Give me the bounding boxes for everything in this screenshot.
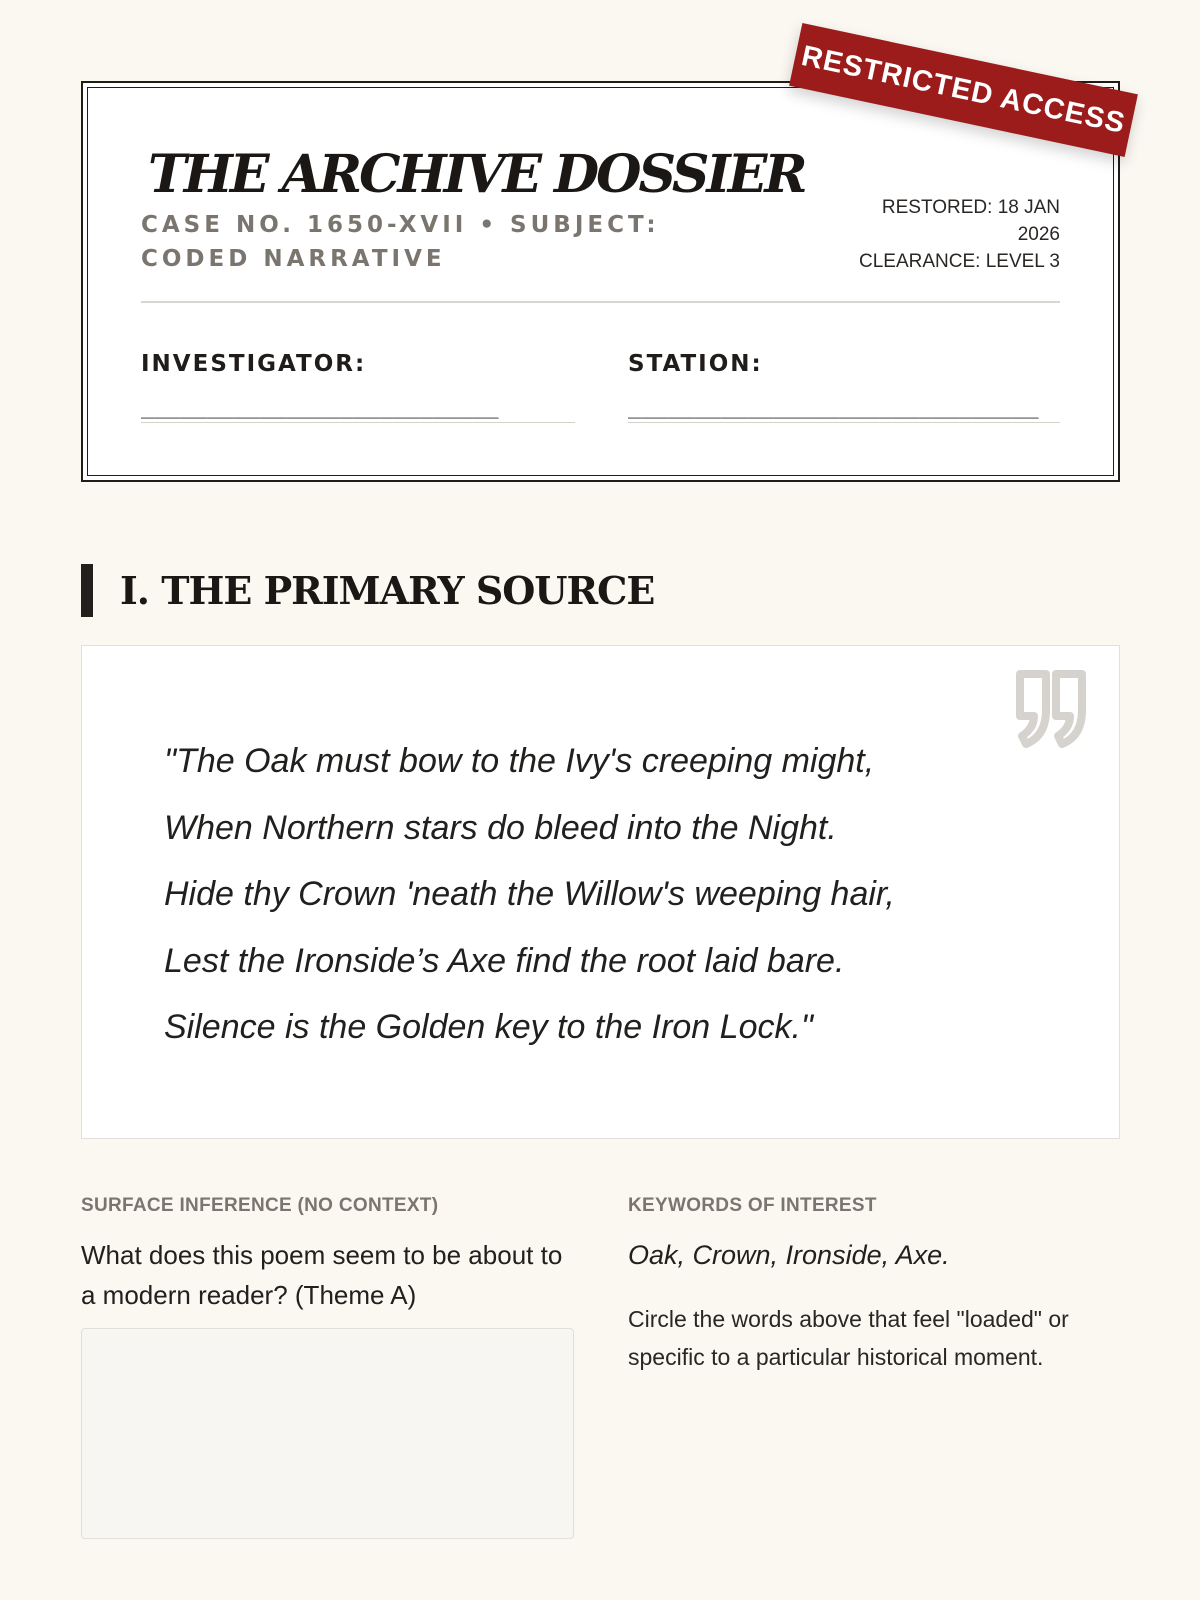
keywords-label: KEYWORDS OF INTEREST [628,1195,877,1216]
surface-inference-answer-box[interactable] [81,1328,574,1539]
keywords-instruction: Circle the words above that feel "loaded" or specific to a particular historical moment. [628,1306,1069,1370]
quote-icon [1016,670,1088,750]
section-accent-bar [81,564,93,617]
restored-date: RESTORED: 18 JAN 2026 [881,197,1060,245]
station-field[interactable]: _______________________________ [628,392,1060,423]
poem-line: "The Oak must bow to the Ivy's creeping might, [164,742,875,780]
clearance-level: CLEARANCE: LEVEL 3 [859,251,1060,272]
surface-inference-label: SURFACE INFERENCE (NO CONTEXT) [81,1195,439,1216]
station-label: STATION: [628,351,763,377]
investigator-label: INVESTIGATOR: [141,351,367,377]
investigator-field[interactable]: ___________________________ [141,392,575,423]
poem-text [164,728,895,1061]
dossier-meta [850,194,1060,275]
case-subtitle: CASE NO. 1650-XVII • SUBJECT: CODED NARRATIVE [141,212,660,272]
poem-line: Hide thy Crown 'neath the Willow's weeping hair, [164,875,895,913]
poem-line: When Northern stars do bleed into the Night. [164,808,837,847]
stamp-label: RESTRICTED ACCESS [798,39,1129,140]
dossier-title: THE ARCHIVE DOSSIER [148,144,805,205]
header-divider [141,301,1060,303]
poem-line: Lest the Ironside’s Axe find the root laid bare. [164,941,845,980]
poem-line: Silence is the Golden key to the Iron Lock." [164,1008,813,1046]
surface-inference-question: What does this poem seem to be about to a modern reader? (Theme A) [81,1240,563,1310]
keywords-list: Oak, Crown, Ironside, Axe. [628,1240,950,1270]
section-heading: I. THE PRIMARY SOURCE [120,568,655,613]
